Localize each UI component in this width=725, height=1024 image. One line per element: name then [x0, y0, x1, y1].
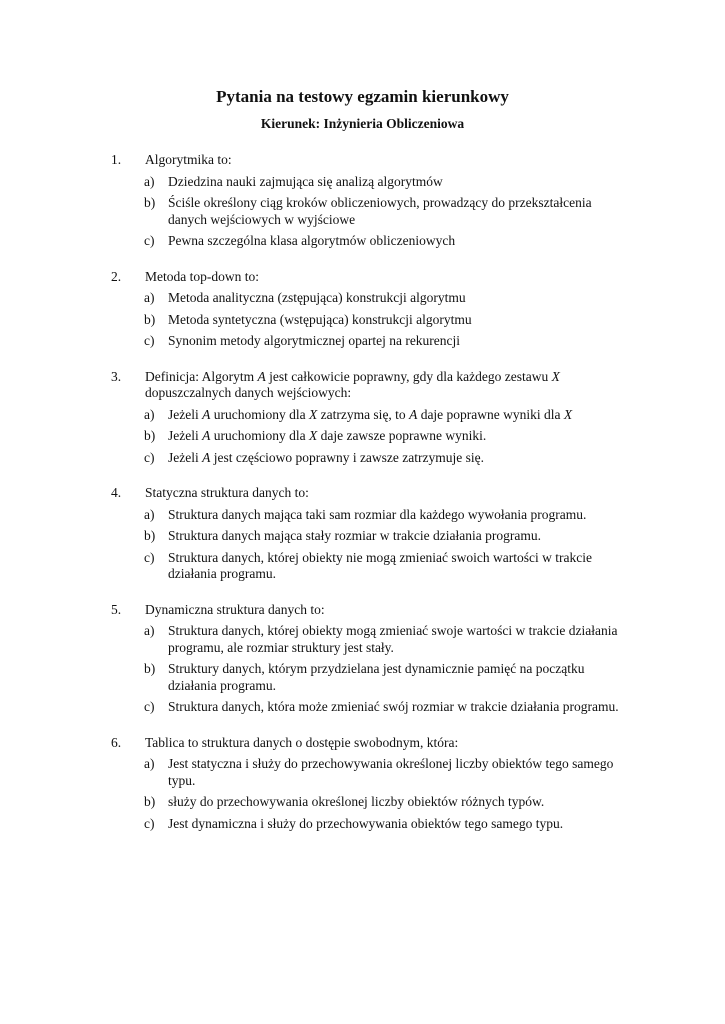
answer-option: [0, 333, 725, 350]
answer-options: [0, 174, 725, 250]
italic-symbol: X: [563, 406, 573, 422]
answer-option: [0, 195, 725, 228]
italic-symbol: A: [202, 428, 211, 443]
question-text: [145, 735, 615, 752]
option-text: [168, 312, 633, 329]
option-text: [168, 174, 633, 191]
question-text: [145, 602, 615, 619]
text-fragment: daje poprawne wyniki dla: [417, 406, 564, 422]
option-letter: a): [144, 623, 155, 638]
text-fragment: Jeżeli: [168, 449, 203, 465]
italic-symbol: A: [202, 449, 211, 465]
option-letter: b): [144, 794, 156, 809]
text-fragment: Jest dynamiczna i służy do przechowywania obiektów tego samego typu.: [168, 815, 564, 831]
italic-symbol: A: [257, 368, 266, 384]
text-fragment: Jeżeli: [168, 428, 203, 443]
answer-option: [0, 794, 725, 811]
option-letter: c): [144, 449, 155, 465]
question-number: 6.: [111, 734, 122, 750]
option-text: [168, 233, 633, 250]
answer-option: [0, 428, 725, 445]
answer-options: [0, 623, 725, 716]
option-letter: c): [144, 699, 155, 714]
option-letter: b): [144, 311, 156, 327]
option-letter: c): [144, 333, 155, 348]
option-text: [168, 661, 633, 694]
option-letter: b): [144, 428, 156, 443]
text-fragment: Struktura danych mająca stały rozmiar w trakcie działania programu.: [168, 528, 541, 543]
text-fragment: Metoda analityczna (zstępująca) konstrukcji algorytmu: [168, 290, 466, 305]
text-fragment: Pewna szczególna klasa algorytmów obliczeniowych: [168, 233, 456, 248]
text-fragment: jest całkowicie poprawny, gdy dla każdego zestawu: [265, 368, 552, 384]
answer-option: [0, 507, 725, 524]
text-fragment: dopuszczalnych danych wejściowych:: [145, 385, 352, 400]
option-text: [168, 195, 633, 228]
answer-option: [0, 528, 725, 545]
question-5: [0, 602, 725, 716]
text-fragment: Synonim metody algorytmicznej opartej na rekurencji: [168, 333, 461, 348]
option-letter: a): [144, 406, 155, 422]
answer-option: [0, 756, 725, 789]
italic-symbol: X: [551, 368, 560, 384]
answer-option: [0, 550, 725, 583]
text-fragment: Ściśle określony ciąg kroków obliczeniowych, prowadzący do przekształcenia danych wejściowych w wyjściowe: [168, 195, 592, 227]
question-3: [0, 369, 725, 467]
italic-symbol: A: [409, 406, 418, 422]
text-fragment: uruchomiony dla: [210, 428, 309, 443]
question-list: [0, 152, 725, 851]
text-fragment: Struktura danych, której obiekty nie mogą zmieniać swoich wartości w trakcie działania programu.: [168, 549, 592, 581]
question-text: [145, 269, 615, 286]
text-fragment: uruchomiony dla: [210, 406, 309, 422]
option-text: [168, 333, 633, 350]
text-fragment: Statyczna struktura danych to:: [145, 485, 309, 500]
option-letter: a): [144, 506, 155, 522]
text-fragment: daje zawsze poprawne wyniki.: [317, 428, 487, 443]
option-text: [168, 816, 633, 833]
option-text: [168, 450, 633, 467]
question-number: 1.: [111, 152, 122, 167]
text-fragment: Algorytmika to:: [145, 152, 232, 167]
answer-option: [0, 233, 725, 250]
question-number: 2.: [111, 268, 122, 284]
option-letter: a): [144, 290, 155, 305]
question-text: [145, 369, 615, 402]
option-text: [168, 507, 633, 524]
text-fragment: Struktura danych, której obiekty mogą zmieniać swoje wartości w trakcie działania programu, ale rozmiar struktury jest stały.: [168, 623, 618, 655]
question-number: 5.: [111, 601, 122, 617]
text-fragment: Jest statyczna i służy do przechowywania określonej liczby obiektów tego samego typu.: [168, 756, 614, 788]
answer-options: [0, 756, 725, 832]
text-fragment: jest częściowo poprawny i zawsze zatrzymuje się.: [210, 449, 484, 465]
text-fragment: Dynamiczna struktura danych to:: [145, 601, 325, 617]
option-letter: b): [144, 661, 156, 676]
option-text: [168, 428, 633, 445]
option-text: [168, 623, 633, 656]
question-text: [145, 485, 615, 502]
answer-option: [0, 661, 725, 694]
italic-symbol: X: [308, 406, 318, 422]
italic-symbol: A: [202, 406, 211, 422]
answer-option: [0, 623, 725, 656]
answer-option: [0, 699, 725, 716]
text-fragment: Dziedzina nauki zajmująca się analizą algorytmów: [168, 173, 443, 189]
question-2: [0, 269, 725, 350]
answer-option: [0, 312, 725, 329]
text-fragment: Struktury danych, którym przydzielana jest dynamicznie pamięć na początku działania programu.: [168, 661, 585, 693]
answer-option: [0, 816, 725, 833]
question-number: 4.: [111, 485, 122, 500]
option-letter: b): [144, 528, 156, 543]
option-letter: c): [144, 233, 155, 248]
option-text: [168, 756, 633, 789]
answer-options: [0, 407, 725, 467]
question-6: [0, 735, 725, 833]
answer-options: [0, 290, 725, 350]
answer-option: [0, 450, 725, 467]
question-4: [0, 485, 725, 583]
question-1: [0, 152, 725, 250]
option-letter: c): [144, 815, 155, 831]
text-fragment: Tablica to struktura danych o dostępie swobodnym, która:: [145, 734, 459, 750]
option-letter: a): [144, 756, 155, 771]
text-fragment: Struktura danych, która może zmieniać swój rozmiar w trakcie działania programu.: [168, 699, 619, 714]
option-text: [168, 699, 633, 716]
answer-option: [0, 407, 725, 424]
question-text: [145, 152, 615, 169]
option-letter: b): [144, 195, 156, 210]
text-fragment: Definicja: Algorytm: [145, 368, 258, 384]
text-fragment: Jeżeli: [168, 406, 203, 422]
option-letter: c): [144, 549, 155, 565]
option-letter: a): [144, 173, 155, 189]
question-number: 3.: [111, 368, 122, 384]
option-text: [168, 528, 633, 545]
text-fragment: Metoda top-down to:: [145, 268, 259, 284]
answer-option: [0, 290, 725, 307]
answer-options: [0, 507, 725, 583]
page-subtitle: Kierunek: Inżynieria Obliczeniowa: [260, 116, 465, 131]
option-text: [168, 290, 633, 307]
page-title: Pytania na testowy egzamin kierunkowy: [216, 87, 509, 106]
option-text: [168, 794, 633, 811]
italic-symbol: X: [308, 428, 318, 443]
text-fragment: służy do przechowywania określonej liczby obiektów różnych typów.: [168, 794, 545, 809]
text-fragment: Metoda syntetyczna (wstępująca) konstrukcji algorytmu: [168, 311, 472, 327]
option-text: [168, 550, 633, 583]
option-text: [168, 407, 633, 424]
answer-option: [0, 174, 725, 191]
text-fragment: zatrzyma się, to: [317, 406, 410, 422]
text-fragment: Struktura danych mająca taki sam rozmiar dla każdego wywołania programu.: [168, 506, 587, 522]
